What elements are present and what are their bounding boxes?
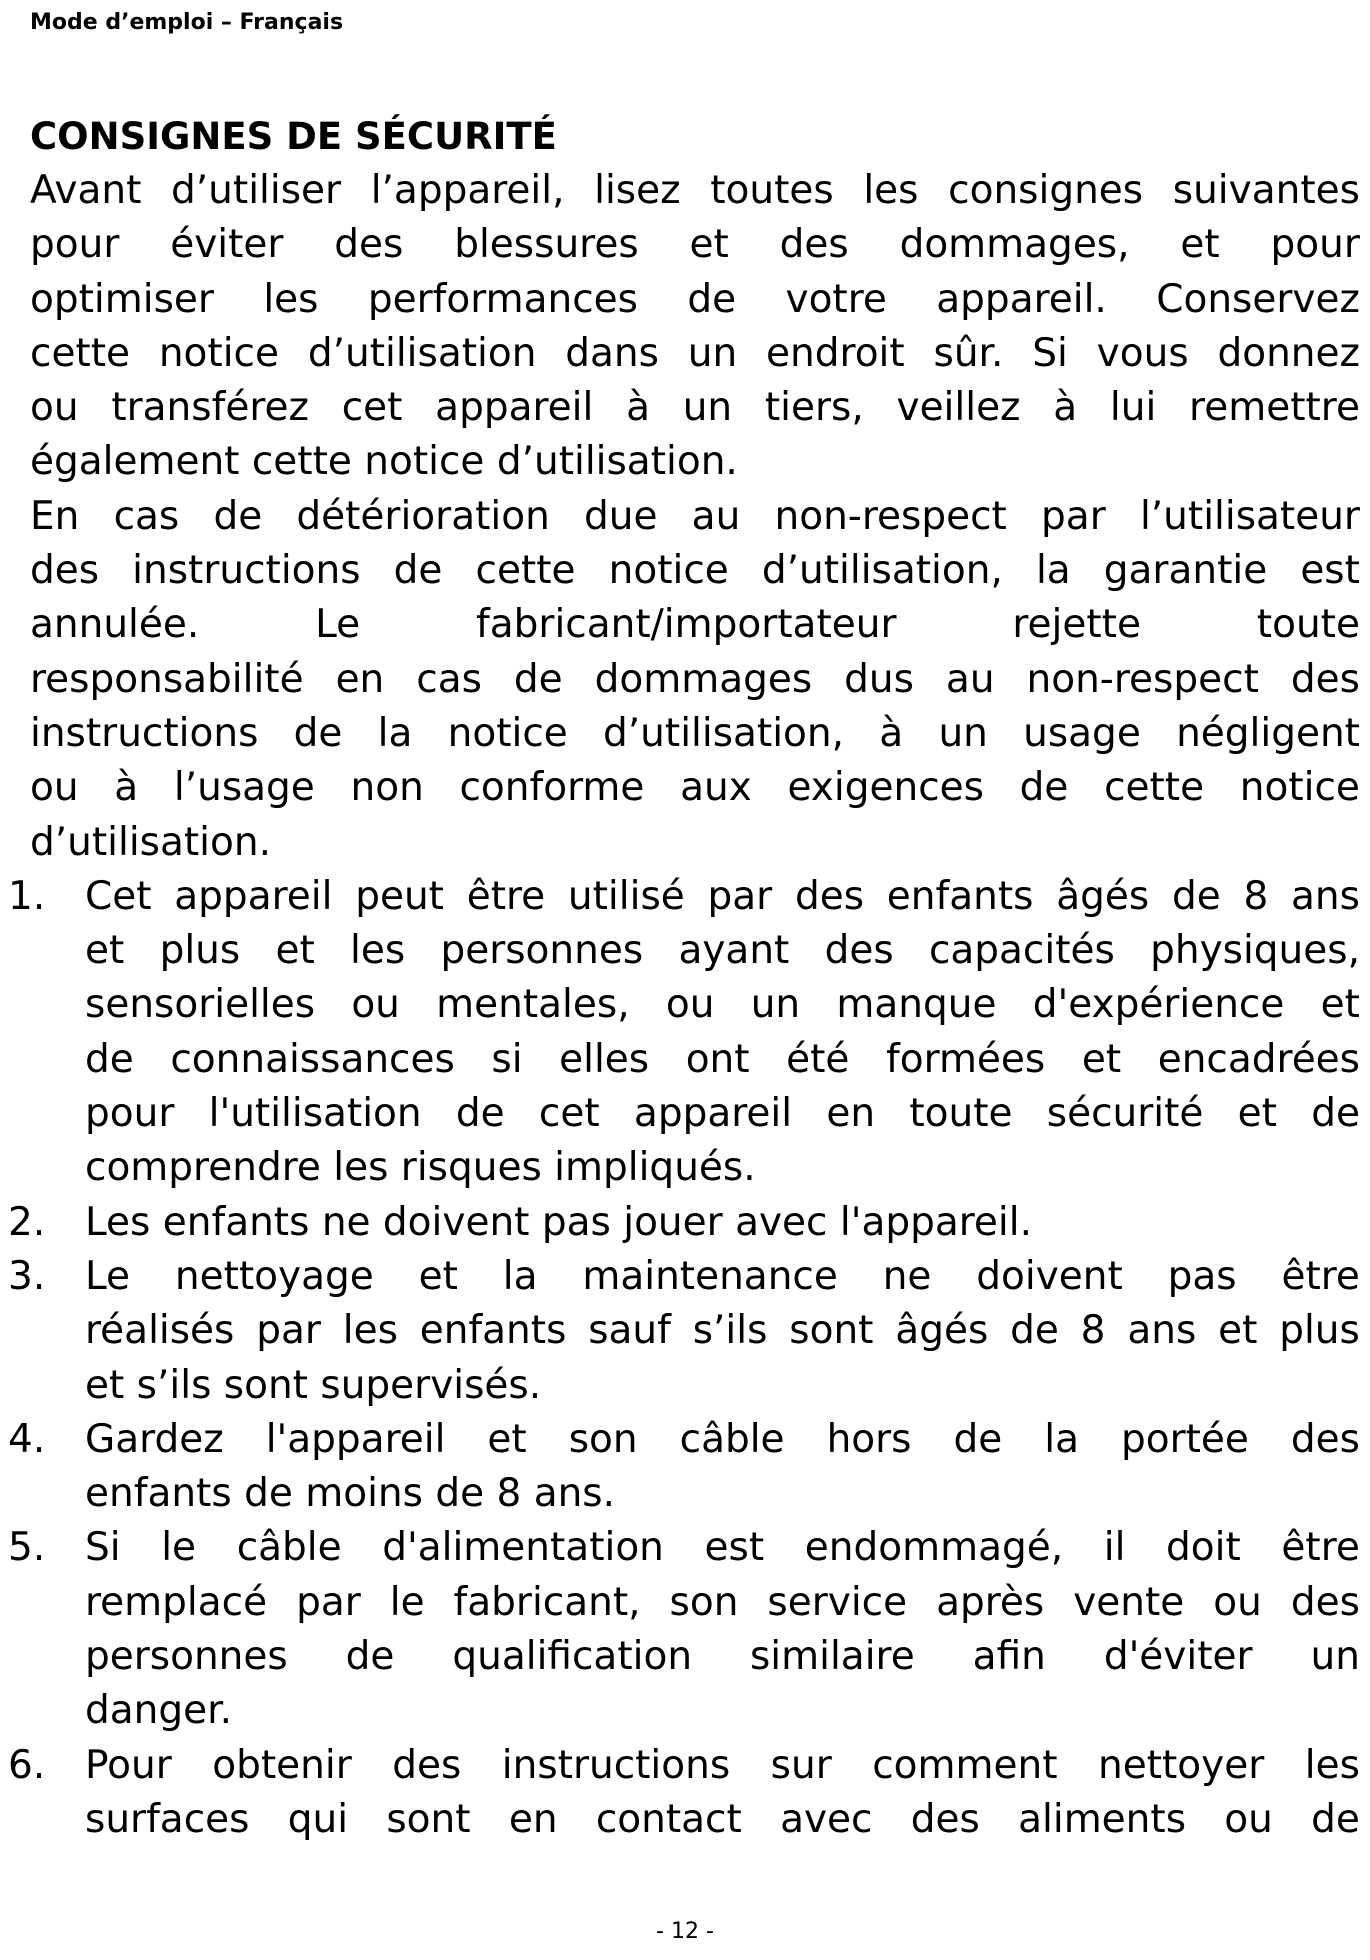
text-line: En cas de détérioration due au non-respect par l’utilisateur bbox=[30, 493, 1360, 539]
list-item bbox=[8, 1250, 1360, 1413]
word: Le bbox=[315, 602, 361, 648]
text-line: instructions de la notice d’utilisation, à un usage négligent bbox=[30, 710, 1360, 756]
text-line: Le nettoyage et la maintenance ne doivent pas être bbox=[85, 1253, 1360, 1299]
text-line: Si le câble d'alimentation est endommagé, il doit être bbox=[85, 1525, 1360, 1571]
text-line: ou à l’usage non conforme aux exigences de cette notice bbox=[30, 765, 1360, 811]
text-line: ou transférez cet appareil à un tiers, veillez à lui remettre bbox=[30, 385, 1360, 431]
list-item bbox=[8, 1521, 1360, 1738]
text-line: Avant d’utiliser l’appareil, lisez toutes les consignes suivantes bbox=[30, 168, 1360, 213]
body-text bbox=[8, 164, 1360, 1847]
section-title: CONSIGNES DE SÉCURITÉ bbox=[30, 115, 557, 158]
text-line: d’utilisation. bbox=[30, 819, 271, 865]
text-line: également cette notice d’utilisation. bbox=[30, 439, 738, 485]
list-item bbox=[8, 870, 1360, 1196]
text-line: Gardez l'appareil et son câble hors de la portée des bbox=[85, 1416, 1360, 1462]
word: annulée. bbox=[30, 602, 200, 648]
list-item bbox=[8, 1413, 1360, 1522]
text-line: pour l'utilisation de cet appareil en toute sécurité et de bbox=[85, 1091, 1360, 1137]
item-number: 2. bbox=[8, 1199, 46, 1245]
text-line: danger. bbox=[85, 1688, 232, 1734]
text-line: personnes de qualification similaire afin d'éviter un bbox=[85, 1634, 1360, 1680]
text-line: Cet appareil peut être utilisé par des enfants âgés de 8 ans bbox=[85, 873, 1360, 919]
text-line: Pour obtenir des instructions sur comment nettoyer les bbox=[85, 1742, 1360, 1788]
word: toute bbox=[1256, 602, 1360, 648]
text-line: enfants de moins de 8 ans. bbox=[85, 1471, 616, 1517]
text-line: pour éviter des blessures et des dommages, et pour bbox=[30, 222, 1360, 268]
word: fabricant/importateur bbox=[476, 602, 897, 648]
item-number: 4. bbox=[8, 1416, 46, 1462]
text-line: de connaissances si elles ont été formées et encadrées bbox=[85, 1036, 1360, 1082]
text-line: des instructions de cette notice d’utilisation, la garantie est bbox=[30, 548, 1360, 594]
text-line: et s’ils sont supervisés. bbox=[85, 1362, 542, 1408]
text-line: surfaces qui sont en contact avec des aliments ou de bbox=[85, 1796, 1360, 1842]
text-line: sensorielles ou mentales, ou un manque d'expérience et bbox=[85, 982, 1360, 1028]
text-line: réalisés par les enfants sauf s’ils sont âgés de 8 ans et plus bbox=[85, 1308, 1360, 1354]
warranty-paragraph bbox=[30, 490, 1360, 870]
safety-list bbox=[8, 870, 1360, 1847]
text-line: responsabilité en cas de dommages dus au non-respect des bbox=[30, 656, 1360, 702]
page-number: - 12 - bbox=[656, 1919, 714, 1944]
list-item bbox=[8, 1739, 1360, 1848]
item-number: 1. bbox=[8, 873, 46, 919]
intro-paragraph bbox=[30, 164, 1360, 490]
text-line: cette notice d’utilisation dans un endroit sûr. Si vous donnez bbox=[30, 330, 1360, 376]
text-line: optimiser les performances de votre appareil. Conservez bbox=[30, 276, 1360, 322]
item-number: 3. bbox=[8, 1253, 46, 1299]
justified-text-line bbox=[30, 598, 1360, 652]
item-number: 6. bbox=[8, 1742, 46, 1788]
item-number: 5. bbox=[8, 1525, 46, 1571]
word: rejette bbox=[1012, 602, 1141, 648]
list-item bbox=[8, 1196, 1360, 1250]
text-line: et plus et les personnes ayant des capacités physiques, bbox=[85, 928, 1360, 974]
text-line: remplacé par le fabricant, son service après vente ou des bbox=[85, 1579, 1360, 1625]
text-line: comprendre les risques impliqués. bbox=[85, 1145, 756, 1191]
text-line: Les enfants ne doivent pas jouer avec l'appareil. bbox=[85, 1199, 1032, 1245]
running-header: Mode d’emploi – Français bbox=[30, 10, 344, 35]
